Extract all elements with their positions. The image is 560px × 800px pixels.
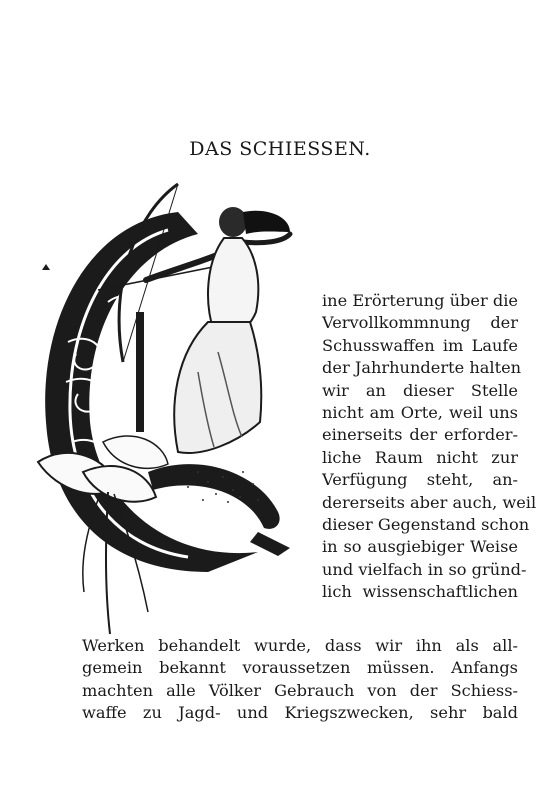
text-line: Verfügung steht, an- [322, 470, 518, 490]
text-line: gemein bekannt voraussetzen müssen. Anfangs [82, 658, 518, 678]
text-line: waffe zu Jagd- und Kriegszwecken, sehr bald [82, 703, 518, 723]
text-line: dieser Gegenstand schon [322, 515, 530, 535]
decorative-initial-illustration [28, 172, 328, 642]
text-line: lich wissenschaftlichen [322, 582, 518, 602]
text-line: wir an dieser Stelle [322, 380, 518, 400]
text-line: Werken behandelt wurde, dass wir ihn als all- [82, 636, 518, 655]
text-line: nicht am Orte, weil uns [322, 403, 518, 423]
body-text-wide-column [82, 635, 518, 725]
chapter-title: DAS SCHIESSEN. [189, 138, 371, 160]
text-line: und vielfach in so gründ- [322, 559, 527, 579]
text-line: Vervollkommnung der [322, 313, 518, 333]
text-line: einerseits der erforder- [322, 425, 518, 445]
text-line: machten alle Völker Gebrauch von der Schiess- [82, 680, 518, 700]
text-line: der Jahrhunderte halten [322, 358, 522, 378]
text-line: ine Erörterung über die [322, 291, 518, 310]
text-line: liche Raum nicht zur [322, 447, 518, 467]
text-line: Schusswaffen im Laufe [322, 335, 518, 355]
text-line: dererseits aber auch, weil [322, 492, 537, 512]
archer-figure [98, 184, 290, 453]
text-line: in so ausgiebiger Weise [322, 537, 518, 557]
body-text-narrow-column [322, 290, 537, 604]
